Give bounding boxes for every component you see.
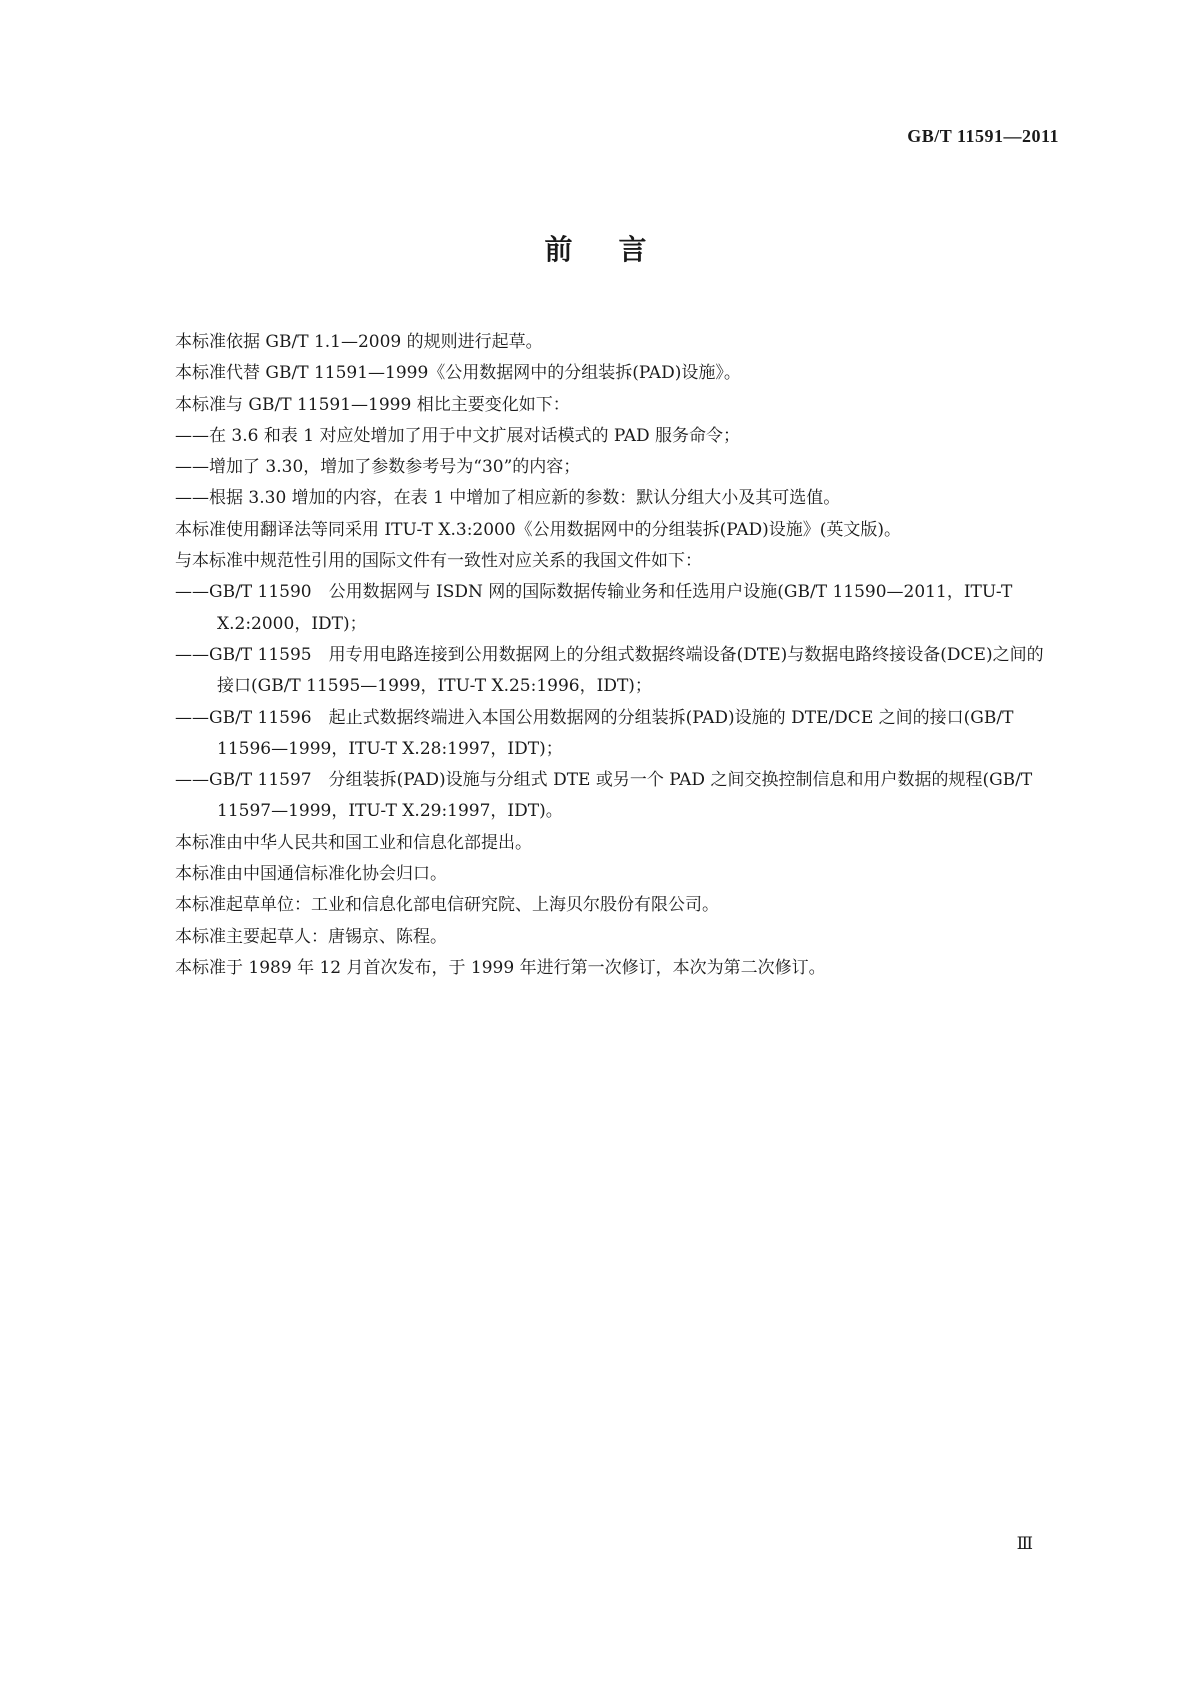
paragraph-refs-intro: 与本标准中规范性引用的国际文件有一致性对应关系的我国文件如下： [175, 551, 702, 572]
paragraph-changes-intro: 本标准与 GB/T 11591—1999 相比主要变化如下： [175, 394, 570, 415]
reference-item: ——GB/T 11597 分组装拆(PAD)设施与分组式 DTE 或另一个 PAD 之间交换控制信息和用户数据的规程(GB/T 11597—1999，ITU-T X.29:1997，IDT)。 [175, 770, 1033, 822]
paragraph-administrator: 本标准由中国通信标准化协会归口。 [175, 864, 447, 885]
reference-item: ——GB/T 11590 公用数据网与 ISDN 网的国际数据传输业务和任选用户设施(GB/T 11590—2011，ITU-T X.2:2000，IDT)； [175, 582, 1013, 634]
reference-item: ——GB/T 11596 起止式数据终端进入本国公用数据网的分组装拆(PAD)设施的 DTE/DCE 之间的接口(GB/T 11596—1999，ITU-T X.28:1997，IDT)； [175, 707, 1014, 759]
page-number: Ⅲ [1016, 1534, 1033, 1553]
paragraph-drafting-units: 本标准起草单位：工业和信息化部电信研究院、上海贝尔股份有限公司。 [175, 895, 719, 916]
paragraph-proposer: 本标准由中华人民共和国工业和信息化部提出。 [175, 832, 532, 853]
document-body [175, 327, 1059, 984]
document-code: GB/T 11591—2011 [907, 126, 1059, 146]
change-item: ——根据 3.30 增加的内容，在表 1 中增加了相应新的参数：默认分组大小及其可选值。 [175, 488, 841, 509]
paragraph-history: 本标准于 1989 年 12 月首次发布，于 1999 年进行第一次修订，本次为第二次修订。 [175, 957, 826, 978]
paragraph-drafters: 本标准主要起草人：唐锡京、陈程。 [175, 926, 447, 947]
paragraph-adoption: 本标准使用翻译法等同采用 ITU-T X.3:2000《公用数据网中的分组装拆(PAD)设施》(英文版)。 [175, 519, 901, 540]
change-item: ——在 3.6 和表 1 对应处增加了用于中文扩展对话模式的 PAD 服务命令； [175, 425, 741, 446]
paragraph-replaces: 本标准代替 GB/T 11591—1999《公用数据网中的分组装拆(PAD)设施》。 [175, 363, 741, 384]
change-item: ——增加了 3.30，增加了参数参考号为“30”的内容； [175, 457, 581, 478]
paragraph-drafting-rules: 本标准依据 GB/T 1.1—2009 的规则进行起草。 [175, 332, 543, 352]
reference-item: ——GB/T 11595 用专用电路连接到公用数据网上的分组式数据终端设备(DTE)与数据电路终接设备(DCE)之间的接口(GB/T 11595—1999，ITU-T X.25:1996，IDT)； [175, 644, 1044, 697]
page-title: 前言 [544, 233, 693, 266]
